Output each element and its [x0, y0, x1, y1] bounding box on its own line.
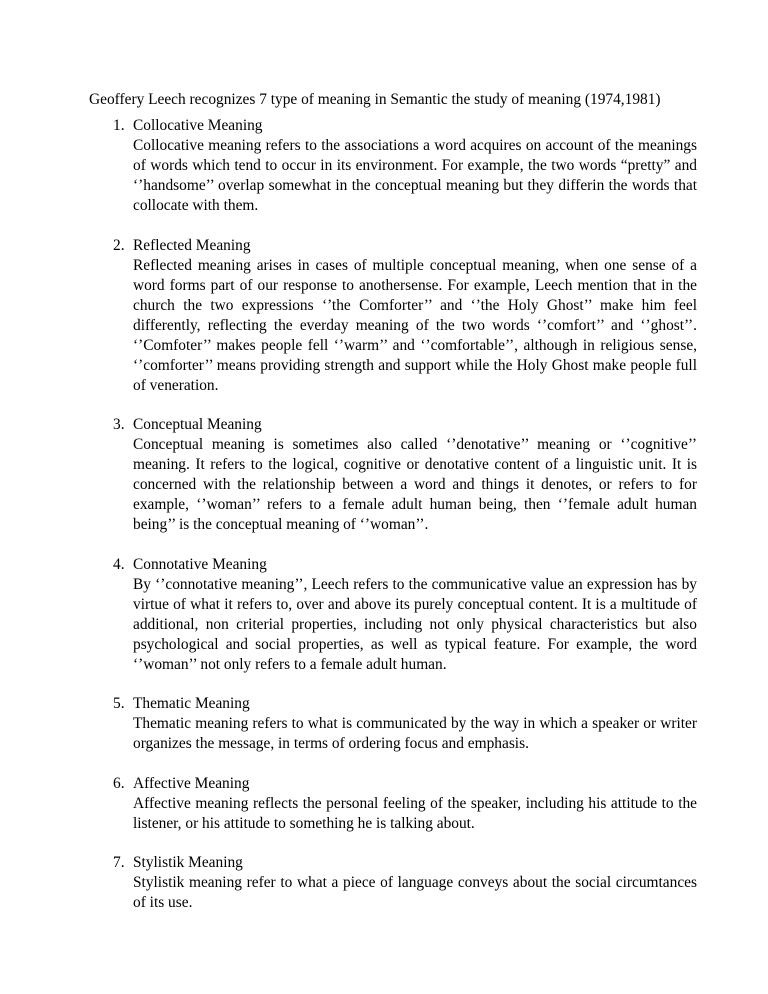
item-title: Collocative Meaning [133, 117, 263, 134]
item-number: 4. [113, 555, 125, 573]
item-text: Reflected meaning arises in cases of multiple conceptual meaning, when one sense of a word forms part of our response to anothersense. For example, Leech mention that in the church the two expressions ‘’the Comforter’’ and ‘’the Holy Ghost’’ make him feel differently, reflecting the everday meaning of the two words ‘’comfort’’ and ‘’ghost’’. ‘’Comfoter’’ makes people fell ‘’warm’’ and ‘’comfortable’’, although in religious sense, ‘’comforter’’ means providing strength and support while the Holy Ghost make people full of veneration. [133, 256, 697, 394]
list-item-conceptual [113, 415, 698, 535]
item-number: 7. [113, 854, 125, 871]
item-title: Connotative Meaning [133, 555, 267, 573]
item-text: Collocative meaning refers to the associations a word acquires on account of the meanings of words which tend to occur in its environment. For example, the two words “pretty” and ‘’handsome’’ overlap somewhat in the conceptual meaning but they differin the words that collocate with them. [133, 137, 697, 214]
list-item-affective [113, 774, 698, 834]
intro-paragraph: Geoffery Leech recognizes 7 type of meaning in Semantic the study of meaning (1974,1981) [89, 91, 661, 108]
item-number: 3. [113, 416, 125, 433]
list-item-reflected [113, 236, 698, 396]
item-number: 5. [113, 695, 125, 712]
item-title: Conceptual Meaning [133, 416, 262, 433]
item-number: 2. [113, 236, 125, 254]
item-title: Stylistik Meaning [133, 854, 243, 871]
item-text: Affective meaning reflects the personal feeling of the speaker, including his attitude to the listener, or his attitude to something he is talking about. [133, 794, 697, 832]
list-item-thematic [113, 694, 698, 754]
item-text: Conceptual meaning is sometimes also called ‘’denotative’’ meaning or ‘’cognitive’’ meaning. It refers to the logical, cognitive or denotative content of a linguistic unit. It is concerned with the relationship between a word and things it denotes, or refers to for example, ‘’woman’’ refers to a female adult human being, then ‘’female adult human being’’ is the conceptual meaning of ‘’woman’’. [133, 436, 697, 533]
item-number: 1. [113, 117, 125, 134]
item-text: By ‘’connotative meaning’’, Leech refers to the communicative value an expression has by virtue of what it refers to, over and above its purely conceptual content. It is a multitude of additional, non criterial properties, including not only physical characteristics but also psychological and social properties, as well as typical feature. For example, the word ‘’woman’’ not only refers to a female adult human. [133, 575, 697, 673]
meaning-list [113, 116, 698, 933]
list-item-collocative [113, 116, 698, 216]
item-title: Reflected Meaning [133, 236, 251, 254]
item-number: 6. [113, 774, 125, 792]
item-text: Thematic meaning refers to what is communicated by the way in which a speaker or writer organizes the message, in terms of ordering focus and emphasis. [133, 715, 697, 752]
item-text: Stylistik meaning refer to what a piece of language conveys about the social circumtances of its use. [133, 874, 697, 911]
list-item-connotative [113, 555, 698, 675]
item-title: Thematic Meaning [133, 695, 250, 712]
list-item-stylistik [113, 853, 698, 913]
item-title: Affective Meaning [133, 774, 250, 792]
